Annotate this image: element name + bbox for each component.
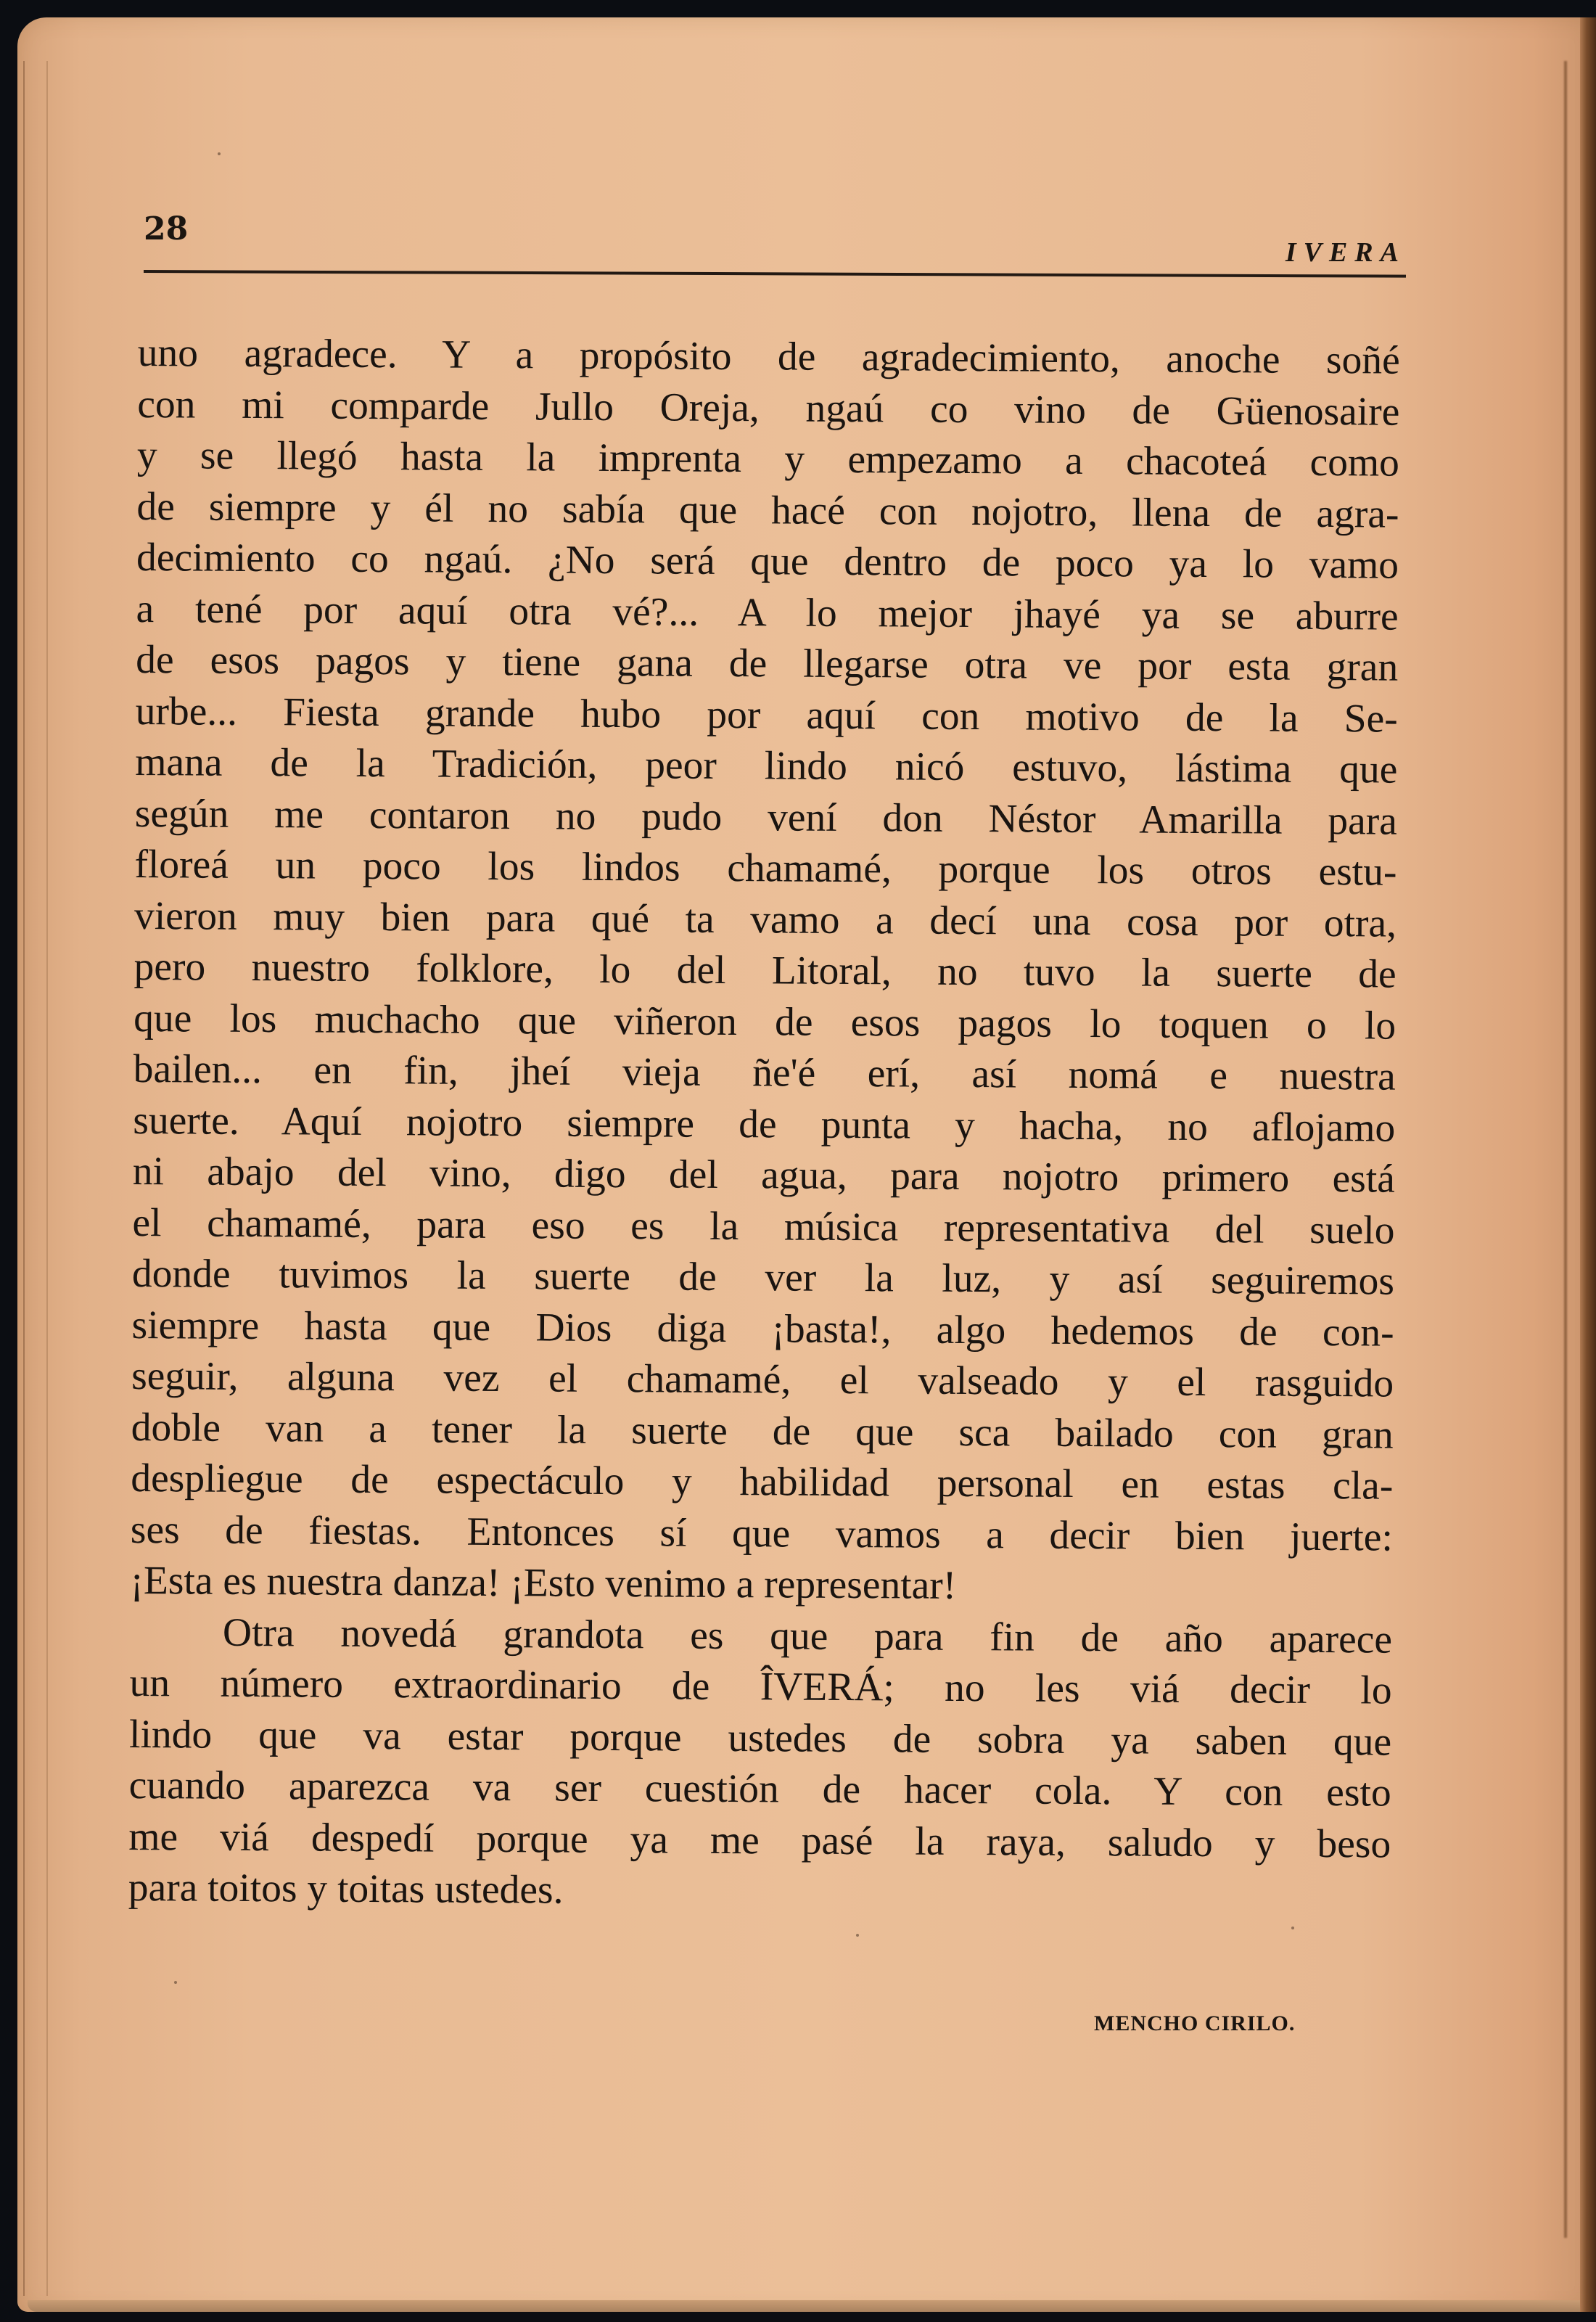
gutter-crease	[1564, 61, 1567, 2238]
text-line: doble van a tener la suerte de que sca bailado con gran	[131, 1405, 1394, 1458]
text-line: seguir, alguna vez el chamamé, el valseado y el rasguido	[131, 1353, 1394, 1406]
paper-speck	[1291, 1927, 1294, 1929]
paper-speck	[218, 152, 221, 155]
text-line: un número extraordinario de ÎVERÁ; no les viá decir lo	[129, 1660, 1392, 1713]
text-line: me viá despedí porque ya me pasé la raya, saludo y beso	[128, 1814, 1391, 1867]
text-line: urbe... Fiesta grande hubo por aquí con motivo de la Se-	[135, 689, 1398, 742]
text-line-paragraph-start: Otra novedá grandota es que para fin de año aparece	[222, 1610, 1393, 1662]
paper-speck	[856, 1934, 859, 1937]
text-line: que los muchacho que viñeron de esos pagos lo toquen o lo	[133, 996, 1396, 1049]
text-line-paragraph-end: para toitos y toitas ustedes.	[128, 1865, 564, 1913]
text-line: pero nuestro folklore, lo del Litoral, no tuvo la suerte de	[133, 944, 1396, 997]
page-bottom-edge	[28, 2300, 1580, 2312]
paper-speck	[174, 1981, 177, 1984]
body-text	[128, 328, 1400, 1921]
text-line: con mi comparde Jullo Oreja, ngaú co vino de Güenosaire	[137, 382, 1400, 435]
text-line: uno agradece. Y a propósito de agradecimiento, anoche soñé	[137, 330, 1400, 383]
page-stack-edge	[23, 61, 48, 2296]
text-line: ni abajo del vino, digo del agua, para nojotro primero está	[132, 1149, 1396, 1202]
author-signature: MENCHO CIRILO.	[1094, 2011, 1296, 2035]
text-line: cuando aparezca va ser cuestión de hacer cola. Y con esto	[128, 1763, 1391, 1816]
text-line: ses de fiestas. Entonces sí que vamos a decir bien juerte:	[130, 1507, 1394, 1560]
text-line: de esos pagos y tiene gana de llegarse otra ve por esta gran	[136, 637, 1399, 690]
text-line: vieron muy bien para qué ta vamo a decí una cosa por otra,	[133, 893, 1397, 946]
text-line: a tené por aquí otra vé?... A lo mejor jhayé ya se aburre	[136, 586, 1399, 639]
text-line: de siempre y él no sabía que hacé con nojotro, llena de agra-	[136, 484, 1399, 537]
text-line: el chamamé, para eso es la música representativa del suelo	[132, 1200, 1395, 1253]
text-line: lindo que va estar porque ustedes de sobra ya saben que	[128, 1712, 1392, 1765]
running-title: IVERA	[1285, 237, 1406, 268]
text-line: mana de la Tradición, peor lindo nicó estuvo, lástima que	[135, 739, 1398, 792]
book-spine	[1580, 17, 1596, 2312]
text-line: bailen... en fin, jheí vieja ñe'é erí, así nomá e nuestra	[133, 1046, 1396, 1099]
text-line: suerte. Aquí nojotro siempre de punta y hacha, no aflojamo	[133, 1098, 1396, 1151]
text-line: floreá un poco los lindos chamamé, porque los otros estu-	[134, 842, 1397, 895]
text-line: según me contaron no pudo vení don Néstor Amarilla para	[134, 791, 1398, 844]
text-line: y se llegó hasta la imprenta y empezamo a chacoteá como	[136, 432, 1400, 485]
page-number: 28	[144, 210, 189, 247]
text-line-paragraph-end: ¡Esta es nuestra danza! ¡Esto venimo a representar!	[130, 1558, 957, 1608]
text-line: siempre hasta que Dios diga ¡basta!, algo hedemos de con-	[131, 1302, 1394, 1355]
running-header	[144, 210, 1406, 268]
text-line: despliegue de espectáculo y habilidad personal en estas cla-	[131, 1456, 1394, 1509]
text-line: decimiento co ngaú. ¿No será que dentro de poco ya lo vamo	[136, 535, 1399, 588]
text-line: donde tuvimos la suerte de ver la luz, y así seguiremos	[131, 1251, 1395, 1304]
